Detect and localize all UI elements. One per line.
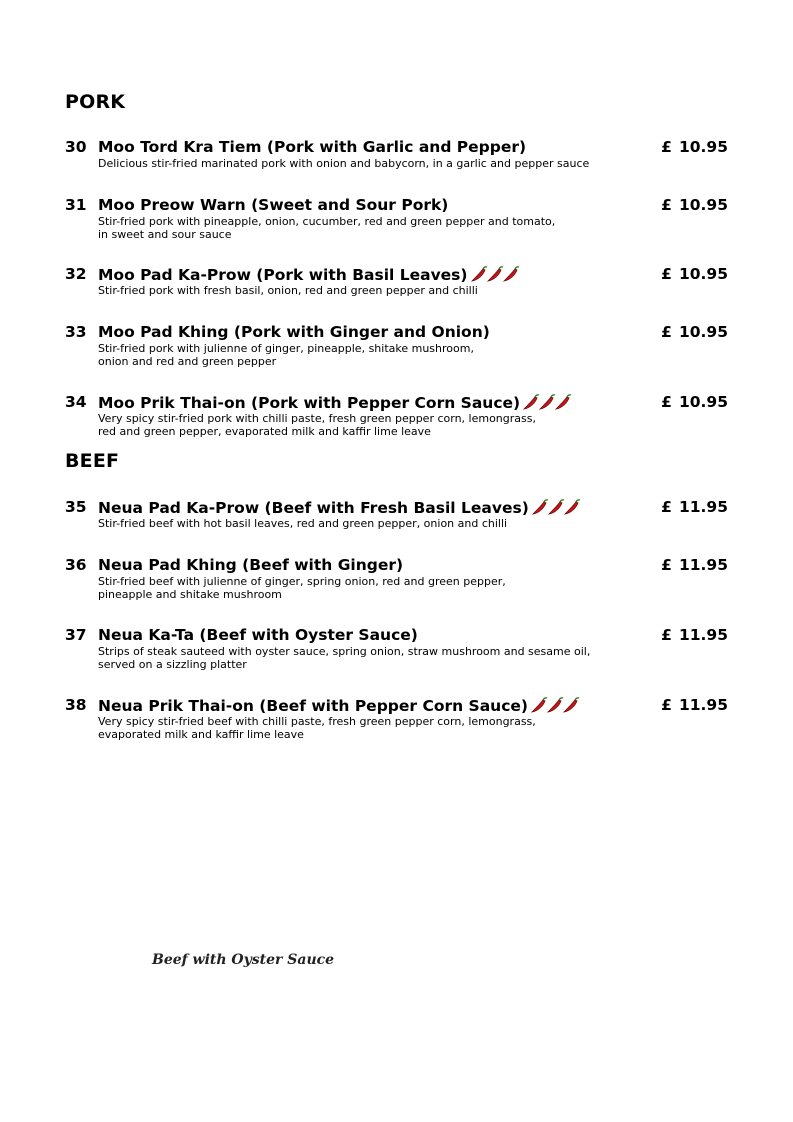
item-name-wrap <box>98 498 582 520</box>
item-name: Neua Ka-Ta (Beef with Oyster Sauce) <box>98 626 418 644</box>
section-title-pork: PORK <box>65 91 126 113</box>
section-title-beef: BEEF <box>65 450 120 472</box>
item-number: 32 <box>65 265 87 283</box>
item-number: 37 <box>65 626 87 644</box>
item-price: £ 10.95 <box>661 265 728 283</box>
item-name: Moo Pad Khing (Pork with Ginger and Onion) <box>98 323 490 341</box>
item-description: Stir-fried beef with hot basil leaves, red and green pepper, onion and chilli <box>98 517 508 530</box>
item-name: Neua Pad Ka-Prow (Beef with Fresh Basil Leaves) <box>98 499 529 517</box>
item-price: £ 11.95 <box>661 696 728 714</box>
item-description: Delicious stir-fried marinated pork with onion and babycorn, in a garlic and pepper sauce <box>98 157 590 170</box>
menu-item-38 <box>65 696 730 741</box>
menu-item-34 <box>65 393 730 438</box>
item-price: £ 10.95 <box>661 196 728 214</box>
item-name-wrap <box>98 265 521 287</box>
item-description: Very spicy stir-fried beef with chilli paste, fresh green pepper corn, lemongrass, evaporated milk and kaffir lime leave <box>98 715 536 741</box>
item-description: Stir-fried pork with julienne of ginger, pineapple, shitake mushroom, onion and red and green pepper <box>98 342 474 368</box>
menu-item-32 <box>65 265 730 298</box>
chilli-rating-icon <box>530 498 582 520</box>
item-description: Strips of steak sauteed with oyster sauce, spring onion, straw mushroom and sesame oil, served on a sizzling platter <box>98 645 591 671</box>
item-name: Moo Prik Thai-on (Pork with Pepper Corn Sauce) <box>98 394 521 412</box>
item-price: £ 10.95 <box>661 138 728 156</box>
item-name: Moo Tord Kra Tiem (Pork with Garlic and Pepper) <box>98 138 527 156</box>
item-number: 33 <box>65 323 87 341</box>
item-number: 36 <box>65 556 87 574</box>
photo-caption: Beef with Oyster Sauce <box>152 952 335 968</box>
item-number: 34 <box>65 393 87 411</box>
item-price: £ 11.95 <box>661 498 728 516</box>
chilli-rating-icon <box>529 696 581 718</box>
item-price: £ 11.95 <box>661 626 728 644</box>
item-price: £ 10.95 <box>661 323 728 341</box>
item-name: Moo Preow Warn (Sweet and Sour Pork) <box>98 196 449 214</box>
chilli-rating-icon <box>469 265 521 287</box>
item-price: £ 11.95 <box>661 556 728 574</box>
item-name: Neua Pad Khing (Beef with Ginger) <box>98 556 404 574</box>
menu-item-35 <box>65 498 730 531</box>
item-price: £ 10.95 <box>661 393 728 411</box>
item-number: 35 <box>65 498 87 516</box>
menu-item-31 <box>65 196 730 241</box>
item-description: Very spicy stir-fried pork with chilli paste, fresh green pepper corn, lemongrass, red and green pepper, evaporated milk and kaffir lime leave <box>98 412 536 438</box>
menu-item-30 <box>65 138 730 171</box>
item-name-wrap <box>98 393 573 415</box>
item-number: 30 <box>65 138 87 156</box>
item-name: Neua Prik Thai-on (Beef with Pepper Corn Sauce) <box>98 697 528 715</box>
item-number: 38 <box>65 696 87 714</box>
item-name: Moo Pad Ka-Prow (Pork with Basil Leaves) <box>98 266 468 284</box>
menu-item-37 <box>65 626 730 671</box>
item-name-wrap <box>98 696 581 718</box>
item-description: Stir-fried pork with fresh basil, onion, red and green pepper and chilli <box>98 284 478 297</box>
item-description: Stir-fried pork with pineapple, onion, cucumber, red and green pepper and tomato, in sweet and sour sauce <box>98 215 556 241</box>
chilli-rating-icon <box>521 393 573 415</box>
item-number: 31 <box>65 196 87 214</box>
menu-item-33 <box>65 323 730 368</box>
menu-item-36 <box>65 556 730 601</box>
item-description: Stir-fried beef with julienne of ginger, spring onion, red and green pepper, pineapple and shitake mushroom <box>98 575 506 601</box>
